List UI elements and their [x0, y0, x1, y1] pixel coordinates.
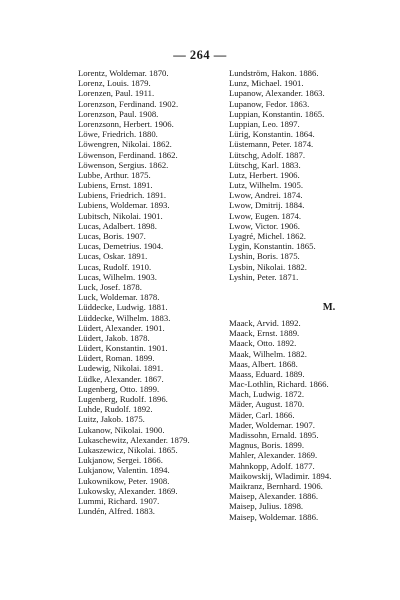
name-entry: Luck, Josef. 1878. — [78, 281, 142, 292]
name-entry: Lukaszewicz, Nikolai. 1865. — [78, 444, 178, 455]
name-entry: Lüdert, Roman. 1899. — [78, 353, 155, 364]
name-entry: Lutz, Herbert. 1906. — [229, 169, 300, 180]
name-entry: Lupanow, Alexander. 1863. — [229, 88, 325, 99]
name-entry: Lwow, Andrei. 1874. — [229, 190, 303, 201]
name-entry: Lygin, Konstantin. 1865. — [229, 241, 316, 252]
name-entry: Lucas, Oskar. 1891. — [78, 251, 148, 262]
right-column-bottom-list — [229, 318, 389, 522]
name-entry: Lubbe, Arthur. 1875. — [78, 169, 151, 180]
name-entry: Löwenson, Ferdinand. 1862. — [78, 149, 178, 160]
name-entry: Lwow, Victor. 1906. — [229, 220, 300, 231]
section-letter-heading: M. — [322, 301, 336, 313]
name-entry: Löwenson, Sergius. 1862. — [78, 159, 169, 170]
name-entry: Lukanow, Nikolai. 1900. — [78, 424, 165, 435]
name-entry: Lüstemann, Peter. 1874. — [229, 139, 314, 150]
name-entry: Lugenberg, Otto. 1899. — [78, 383, 160, 394]
name-entry: Lummi, Richard. 1907. — [78, 495, 160, 506]
name-entry: Maisep, Alexander. 1886. — [229, 491, 319, 502]
name-entry: Lundström, Hakon. 1886. — [229, 68, 319, 78]
name-entry: Lubiens, Woldemar. 1893. — [78, 200, 170, 211]
name-entry: Mach, Ludwig. 1872. — [229, 389, 305, 400]
name-entry: Lüdert, Jakob. 1878. — [78, 332, 150, 343]
name-entry: Lüdke, Alexander. 1867. — [78, 373, 164, 384]
name-entry: Maikowskij, Wladimir. 1894. — [229, 470, 332, 481]
name-entry: Maack, Arvid. 1892. — [229, 317, 301, 328]
name-entry: Lukaschewitz, Alexander. 1879. — [78, 434, 190, 445]
name-entry: Lyagré, Michel. 1862. — [229, 231, 306, 241]
name-entry: Lorenzson, Paul. 1908. — [78, 108, 159, 119]
name-entry: Mac-Lothlin, Richard. 1866. — [229, 379, 329, 390]
name-entry: Löwengren, Nikolai. 1862. — [78, 139, 172, 150]
name-entry: Lutz, Wilhelm. 1905. — [229, 180, 304, 191]
name-entry: Lucas, Adalbert. 1898. — [78, 220, 157, 231]
name-entry: Lorenzsonn, Herbert. 1906. — [78, 118, 174, 129]
name-entry: Maak, Wilhelm. 1882. — [229, 348, 307, 359]
name-entry: Lorentz, Woldemar. 1870. — [78, 68, 169, 78]
name-entry: Mahler, Alexander. 1869. — [229, 450, 318, 461]
name-entry: Lucas, Rudolf. 1910. — [78, 261, 152, 272]
name-entry: Maass, Eduard. 1889. — [229, 368, 305, 379]
name-entry: Lüdert, Konstantin. 1901. — [78, 343, 168, 354]
name-entry: Lysbin, Nikolai. 1882. — [229, 261, 307, 272]
name-entry: Lukownikow, Peter. 1908. — [78, 475, 170, 486]
right-column — [229, 68, 389, 522]
name-entry: Luck, Woldemar. 1878. — [78, 292, 160, 303]
name-entry: Lüdert, Alexander. 1901. — [78, 322, 165, 333]
name-entry: Lüddecke, Wilhelm. 1883. — [78, 312, 171, 323]
name-entry: Lukjanow, Valentin. 1894. — [78, 465, 170, 476]
name-entry: Lwow, Eugen. 1874. — [229, 210, 302, 221]
name-entry: Lürig, Konstantin. 1864. — [229, 129, 315, 140]
name-entry: Lukjanow, Sergei. 1866. — [78, 455, 163, 466]
page-number: — 264 — — [173, 48, 227, 62]
left-column — [78, 68, 228, 516]
name-entry: Lunz, Michael. 1901. — [229, 78, 304, 89]
name-entry: Luitz, Jakob. 1875. — [78, 414, 145, 425]
name-entry: Lundén, Alfred. 1883. — [78, 506, 155, 517]
name-entry: Mäder, August. 1870. — [229, 399, 305, 410]
name-entry: Mader, Woldemar. 1907. — [229, 419, 315, 430]
name-entry: Lubiens, Friedrich. 1891. — [78, 190, 167, 201]
name-entry: Lorenzson, Ferdinand. 1902. — [78, 98, 179, 109]
name-entry: Maisep, Julius. 1898. — [229, 501, 304, 512]
name-entry: Lorenzen, Paul. 1911. — [78, 88, 155, 99]
name-entry: Luppian, Konstantin. 1865. — [229, 108, 325, 119]
name-entry: Maisep, Woldemar. 1886. — [229, 511, 319, 522]
name-entry: Maikranz, Bernhard. 1906. — [229, 480, 323, 491]
name-entry: Ludewig, Nikolai. 1891. — [78, 363, 164, 374]
name-entry: Maas, Albert. 1868. — [229, 358, 298, 369]
name-entry: Lucas, Wilhelm. 1903. — [78, 271, 157, 282]
name-entry: Lubiens, Ernst. 1891. — [78, 180, 153, 191]
name-entry: Lütschg, Adolf. 1887. — [229, 149, 306, 160]
name-entry: Luhde, Rudolf. 1892. — [78, 404, 153, 415]
name-entry: Lwow, Dmitrij. 1884. — [229, 200, 305, 211]
name-entry: Lorenz, Louis. 1879. — [78, 78, 151, 89]
name-entry: Lubitsch, Nikolai. 1901. — [78, 210, 163, 221]
name-entry: Lucas, Demetrius. 1904. — [78, 241, 164, 252]
name-entry: Lyshin, Boris. 1875. — [229, 251, 300, 262]
name-entry: Löwe, Friedrich. 1880. — [78, 129, 158, 140]
name-entry: Maack, Otto. 1892. — [229, 338, 297, 349]
name-entry: Madissohn, Ernald. 1895. — [229, 430, 319, 440]
name-entry: Lugenberg, Rudolf. 1896. — [78, 394, 168, 404]
name-entry: Luppian, Leo. 1897. — [229, 118, 300, 129]
name-entry: Magnus, Boris. 1899. — [229, 440, 305, 451]
name-entry: Mahnkopp, Adolf. 1877. — [229, 460, 315, 471]
name-entry: Lucas, Boris. 1907. — [78, 231, 146, 241]
name-entry: Lukowsky, Alexander. 1869. — [78, 485, 178, 496]
name-entry: Mäder, Carl. 1866. — [229, 409, 295, 420]
name-entry: Lupanow, Fedor. 1863. — [229, 98, 310, 109]
name-entry: Maack, Ernst. 1889. — [229, 328, 300, 339]
name-entry: Lüddecke, Ludwig. 1881. — [78, 302, 168, 313]
right-column-top-list — [229, 68, 389, 282]
name-entry: Lütschg, Karl. 1883. — [229, 159, 301, 170]
name-entry: Lyshin, Peter. 1871. — [229, 271, 299, 282]
